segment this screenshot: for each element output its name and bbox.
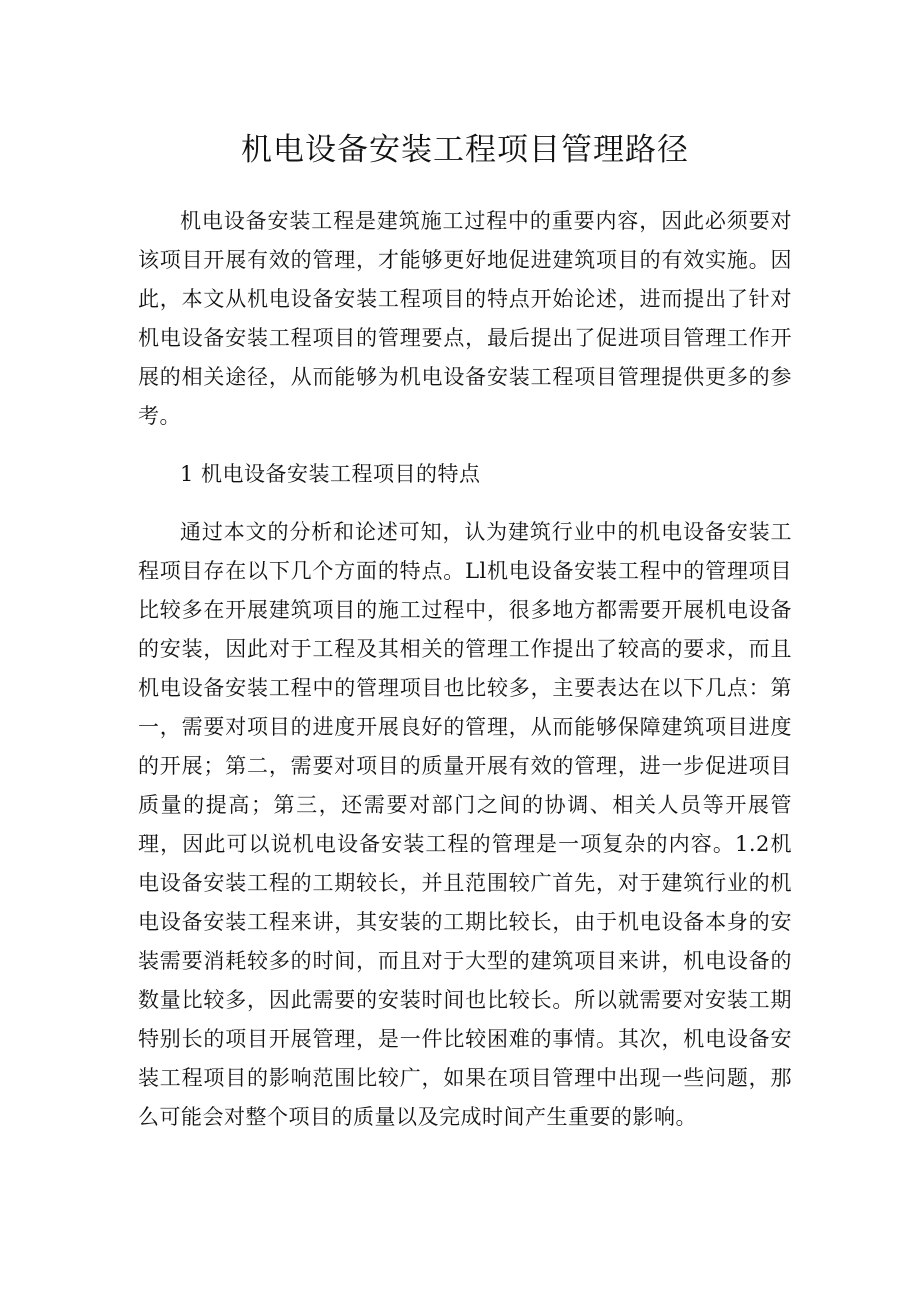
paragraph-gap — [138, 436, 792, 455]
section-heading: 1 机电设备安装工程项目的特点 — [180, 462, 481, 486]
page-title: 机电设备安装工程项目管理路径 — [241, 132, 689, 168]
document-page — [138, 128, 792, 1137]
section-body-paragraph: 通过本文的分析和论述可知，认为建筑行业中的机电设备安装工程项目存在以下几个方面的特点。Ll机电设备安装工程中的管理项目比较多在开展建筑项目的施工过程中，很多地方都需要开展机电设备的安装，因此对于工程及其相关的管理工作提出了较高的要求，而且机电设备安装工程中的管理项目也比较多，主要表达在以下几点：第一，需要对项目的进度开展良好的管理，从而能够保障建筑项目进度的开展；第二，需要对项目的质量开展有效的管理，进一步促进项目质量的提高；第三，还需要对部门之间的协调、相关人员等开展管理，因此可以说机电设备安装工程的管理是一项复杂的内容。1.2机电设备安装工程的工期较长，并且范围较广首先，对于建筑行业的机电设备安装工程来讲，其安装的工期比较长，由于机电设备本身的安装需要消耗较多的时间，而且对于大型的建筑项目来讲，机电设备的数量比较多，因此需要的安装时间也比较长。所以就需要对安装工期特别长的项目开展管理，是一件比较困难的事情。其次，机电设备安装工程项目的影响范围比较广，如果在项目管理中出现一些问题，那么可能会对整个项目的质量以及完成时间产生重要的影响。 — [138, 520, 792, 1129]
abstract-paragraph: 机电设备安装工程是建筑施工过程中的重要内容，因此必须要对该项目开展有效的管理，才能够更好地促进建筑项目的有效实施。因此，本文从机电设备安装工程项目的特点开始论述，进而提出了针对机电设备安装工程项目的管理要点，最后提出了促进项目管理工作开展的相关途径，从而能够为机电设备安装工程项目管理提供更多的参考。 — [138, 209, 792, 428]
paragraph-gap — [138, 494, 792, 513]
